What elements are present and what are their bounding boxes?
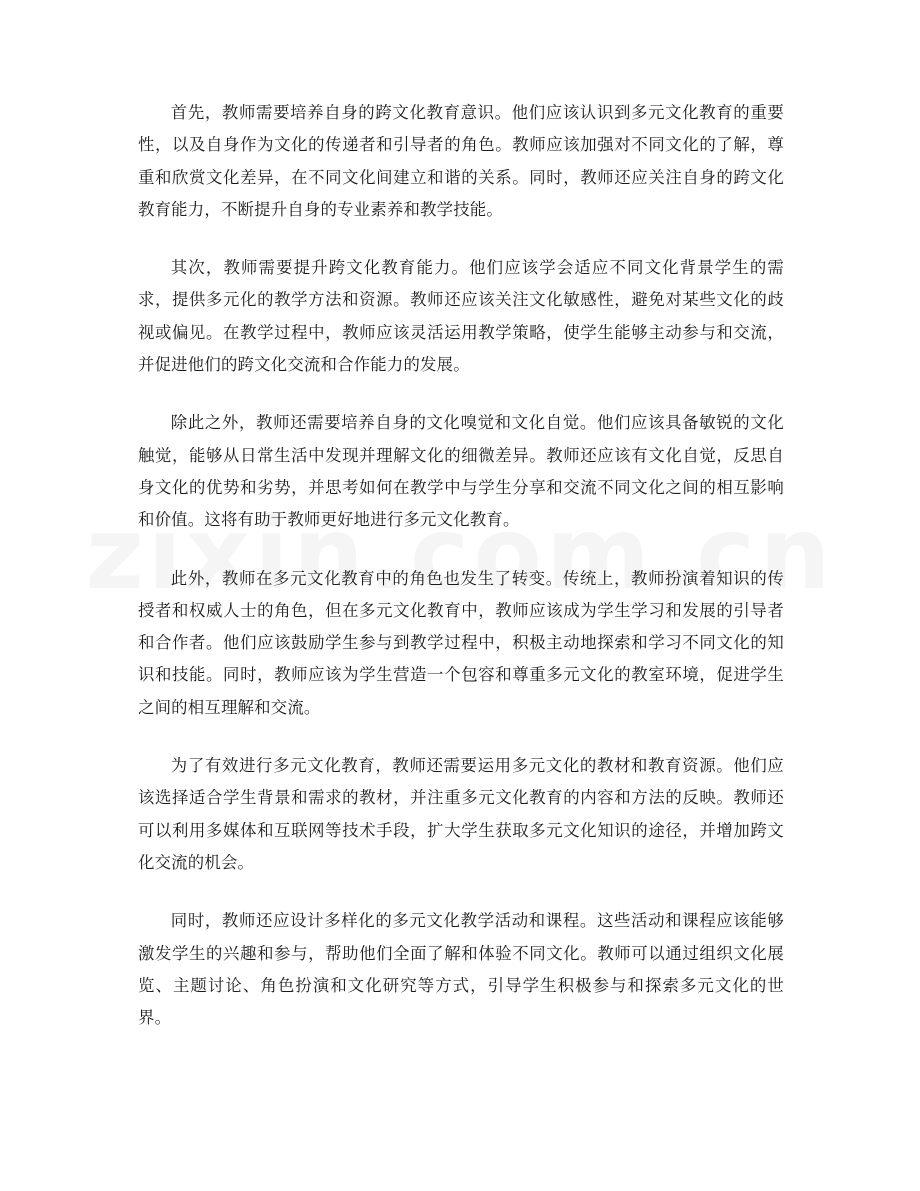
document-body xyxy=(138,97,784,1060)
paragraph-3: 除此之外，教师还需要培养自身的文化嗅觉和文化自觉。他们应该具备敏锐的文化触觉，能够从日常生活中发现并理解文化的细微差异。教师还应该有文化自觉，反思自身文化的优势和劣势，并思考如何在教学中与学生分享和交流不同文化之间的相互影响和价值。这将有助于教师更好地进行多元文化教育。 xyxy=(138,413,784,530)
paragraph-2: 其次，教师需要提升跨文化教育能力。他们应该学会适应不同文化背景学生的需求，提供多元化的教学方法和资源。教师还应该关注文化敏感性，避免对某些文化的歧视或偏见。在教学过程中，教师应该灵活运用教学策略，使学生能够主动参与和交流，并促进他们的跨文化交流和合作能力的发展。 xyxy=(138,258,784,375)
paragraph-1: 首先，教师需要培养自身的跨文化教育意识。他们应该认识到多元文化教育的重要性，以及自身作为文化的传递者和引导者的角色。教师应该加强对不同文化的了解，尊重和欣赏文化差异，在不同文化间建立和谐的关系。同时，教师还应关注自身的跨文化教育能力，不断提升自身的专业素养和教学技能。 xyxy=(138,103,784,219)
paragraph-6: 同时，教师还应设计多样化的多元文化教学活动和课程。这些活动和课程应该能够激发学生的兴趣和参与，帮助他们全面了解和体验不同文化。教师可以通过组织文化展览、主题讨论、角色扮演和文化研究等方式，引导学生积极参与和探索多元文化的世界。 xyxy=(138,911,784,1028)
paragraph-5: 为了有效进行多元文化教育，教师还需要运用多元文化的教材和教育资源。他们应该选择适合学生背景和需求的教材，并注重多元文化教育的内容和方法的反映。教师还可以利用多媒体和互联网等技术手段，扩大学生获取多元文化知识的途径，并增加跨文化交流的机会。 xyxy=(138,756,784,872)
paragraph-4: 此外，教师在多元文化教育中的角色也发生了转变。传统上，教师扮演着知识的传授者和权威人士的角色，但在多元文化教育中，教师应该成为学生学习和发展的引导者和合作者。他们应该鼓励学生参与到教学过程中，积极主动地探索和学习不同文化的知识和技能。同时，教师应该为学生营造一个包容和尊重多元文化的教室环境，促进学生之间的相互理解和交流。 xyxy=(138,568,784,717)
